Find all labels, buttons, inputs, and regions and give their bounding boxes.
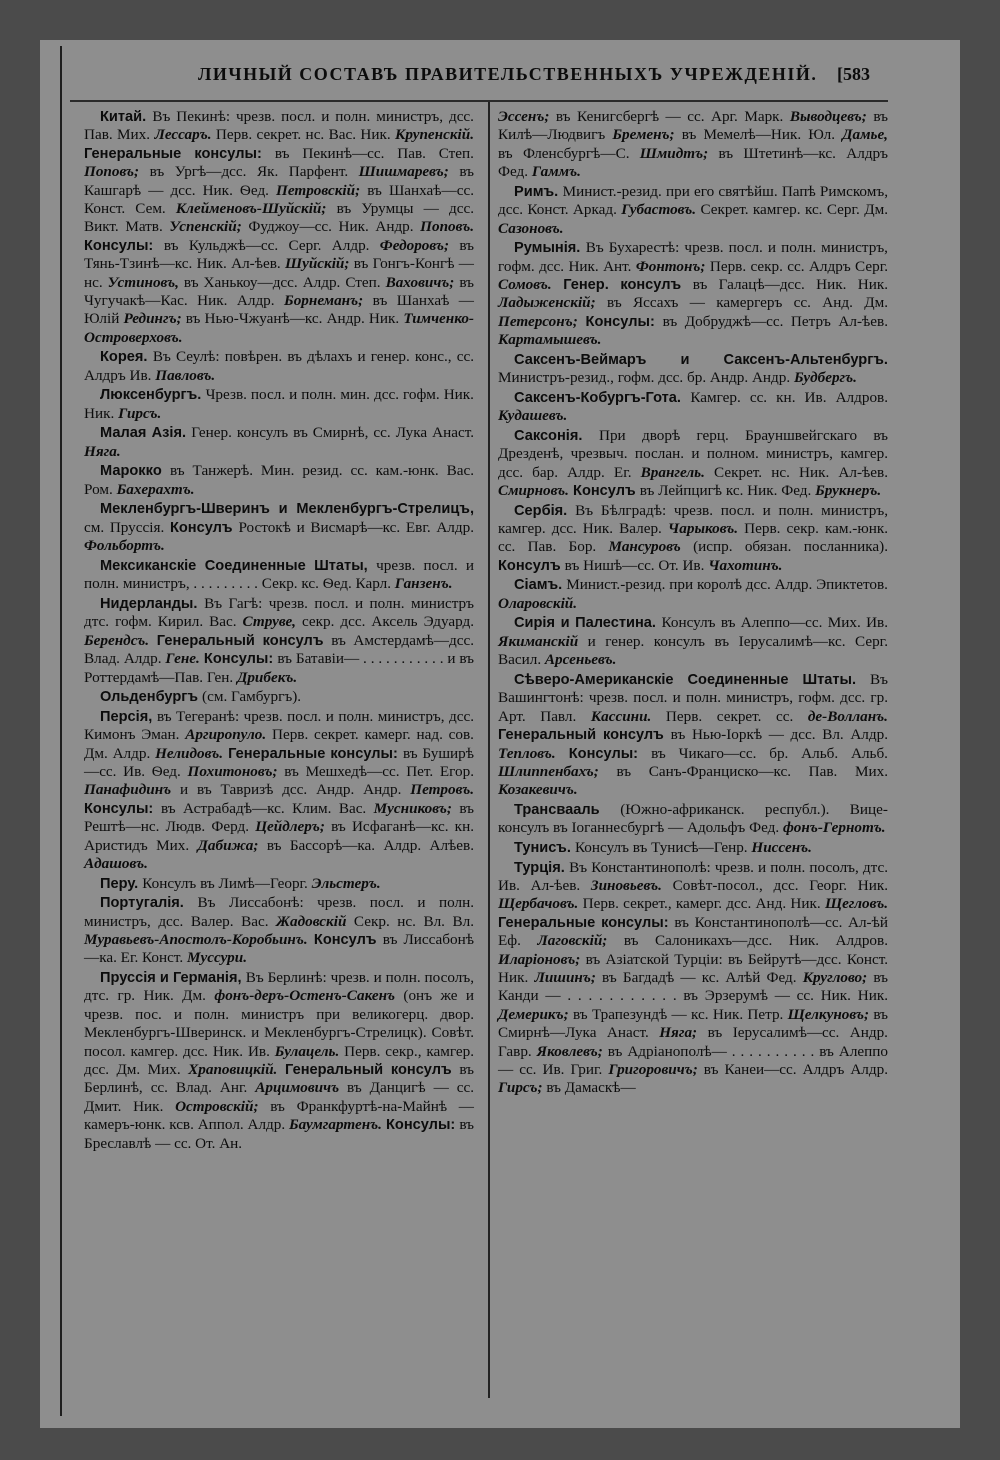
entry-text: въ Канди — . . . . . . . . . . . въ Эрзерумѣ — сс. Ник. Ник. [498,968,889,1005]
entry-heading: Саксенъ-Кобургъ-Гота. [514,389,691,406]
entry-text: въ Адріанополѣ— . . . . . . . . . . въ Алеппо — сс. Ив. Григ. [498,1042,888,1078]
person-name: Бахерахтъ. [116,480,195,498]
person-name: Сомовъ. [498,276,552,294]
entry-heading: Консулъ [498,557,565,574]
entry-text: (Южно-африканск. республ.). Вице-консулъ въ Іоганнесбургѣ — Адольфъ Фед. [498,800,888,837]
entry-heading: Консулъ [169,519,239,536]
person-name: Якиманскій [498,632,579,650]
entry-text: въ Санъ-Франциско—кс. Пав. Мих. [598,762,888,780]
person-name: Оларовскій. [498,594,578,612]
entry-text: Секрет. камгер. кс. Серг. Дм. [696,201,888,219]
entry-text: въ Кульджѣ—сс. Серг. Алдр. [163,236,380,254]
person-name: Гирсъ. [118,404,162,422]
person-name: Аргиропуло. [185,726,267,744]
entry-text: см. Пруссія. [84,518,170,536]
person-name: Няга; [659,1024,698,1042]
entry-text: въ Чикаго—сс. бр. Альб. Альб. [651,744,888,762]
person-name: Щелкуновъ; [787,1005,870,1023]
running-title: ЛИЧНЫЙ СОСТАВЪ ПРАВИТЕЛЬСТВЕННЫХЪ УЧРЕЖДЕНІЙ. [198,64,818,84]
entry-heading: Саксенъ-Веймаръ и Саксенъ-Альтенбургъ. [514,351,888,368]
person-name: де-Волланъ. [807,707,888,725]
entry-heading: Саксонія. [514,427,599,444]
person-name: Поповъ. [420,218,475,236]
entry-heading: Персія, [100,708,157,725]
directory-entry [498,239,888,349]
entry-text: въ Бреславлѣ — сс. От. Ан. [84,1116,474,1152]
person-name: Чарыковъ. [667,520,739,538]
entry-text: въ Мешхедѣ—сс. Пет. Егор. [277,762,474,780]
entry-text: Секрет. нс. Ник. Ал-ѣев. [704,463,888,481]
person-name: фонъ-деръ-Остенъ-Сакенъ [214,987,396,1005]
entry-text: Консулъ въ Алеппо—сс. Мих. Ив. [661,614,888,632]
directory-entry [84,894,474,968]
person-name: Тимченко-Островерховъ. [84,310,474,346]
person-name: Гирсъ; [498,1079,543,1097]
entry-text: въ Урумцы — дсс. Викт. Матв. [84,200,474,236]
entry-text: въ Исфаганѣ—кс. кн. Аристидъ Мих. [84,818,474,854]
person-name: фонъ-Гернотъ. [782,819,886,837]
entry-heading: Сирія и Палестина. [514,615,662,632]
entry-text: въ Багдадѣ — кс. Алѣй Фед. [595,968,803,986]
person-name: Дамье, [842,126,888,144]
entry-heading: Тунисъ. [514,839,575,856]
entry-text: Въ Берлинѣ: чрезв. и полн. посолъ, дтс. гр. Ник. Дм. [84,968,474,1005]
entry-text: въ Шанхаѣ — Юлій [84,292,474,328]
directory-entry [84,462,474,499]
entry-heading: Турція. [514,859,570,876]
person-name: Петерсонъ; [498,312,578,330]
person-name: Мусниковъ; [373,799,452,817]
person-name: Эльстеръ. [311,874,381,892]
entry-heading: Консулы: [555,745,652,762]
entry-text: Камгер. сс. кн. Ив. Алдров. [690,388,889,406]
directory-entry [498,502,888,576]
entry-text: Въ Бухарестѣ: чрезв. посл. и полн. министръ, гофм. дсс. Ник. Ант. [498,239,888,275]
directory-entry [84,500,474,555]
entry-heading: Сіамъ. [514,577,567,594]
entry-text: въ Рештѣ—нс. Людв. Ферд. [84,799,474,836]
person-name: Панафидинъ [84,781,172,799]
person-name: Демерикъ; [498,1005,569,1023]
header-rule [70,100,888,102]
entry-text: (онъ же и чрезв. пос. и полн. министръ при великогерц. двор. Мекленбургъ-Шверинск. и Мекленбургъ-Стрелицк). Совѣт. посол. камгер. дсс. Ник. Ив. [84,987,474,1060]
entry-heading: Консулъ [568,483,640,500]
person-name: Гене. [165,650,200,668]
entry-text: въ Данцигѣ — сс. Дмит. Ник. [84,1079,474,1115]
directory-entry [498,671,888,800]
person-name: Поповъ; [84,163,140,181]
entry-text: Генер. консулъ въ Смирнѣ, сс. Лука Анаст. [191,424,474,442]
person-name: Павловъ. [155,366,216,384]
person-name: Лишинъ; [534,968,596,986]
entry-text: Перв. секр., камгер. дсс. Дм. Мих. [84,1042,475,1078]
column-divider [488,102,490,1398]
person-name: Будбергъ. [793,369,857,387]
directory-entry [498,859,888,1098]
entry-text: При дворѣ герц. Брауншвейгскаго въ Дрезденѣ, чрезвыч. послан. и полном. министръ, камгер. дсс. бар. Алдр. Ег. [498,426,888,481]
person-name: Зиновьевъ. [590,876,662,894]
entry-heading: Ольденбургъ [100,689,203,706]
person-name: Чахотинъ. [708,556,783,574]
person-name: Бременъ; [612,126,675,144]
person-name: Арцимовичъ [255,1079,340,1097]
entry-text: Въ Гагѣ: чрезв. посл. и полн. министръ дтс. гофм. Кирил. Вас. [84,594,474,631]
person-name: Гаммъ. [531,163,581,181]
entry-text: въ Азіатской Турціи: въ Бейрутѣ—дсс. Конст. Ник. [498,950,888,986]
person-name: Брукнеръ. [815,482,882,500]
person-name: Струве, [242,613,296,631]
person-name: Ниссенъ. [751,838,812,856]
person-name: Адашовъ. [84,854,148,872]
entry-text: въ Буширѣ—сс. Ив. Ѳед. [84,744,474,780]
entry-text: въ Нью-Чжуанѣ—кс. Андр. Ник. [181,310,404,328]
directory-entry [84,386,474,423]
entry-text: въ Астрабадѣ—кс. Клим. Вас. [160,799,374,817]
entry-text: въ Нишѣ—сс. От. Ив. [564,556,709,574]
person-name: Нелидовъ. [155,744,223,762]
entry-heading: Генеральные консулы: [223,745,403,762]
directory-entry [84,595,474,687]
entry-heading: Генеральный консулъ [498,727,671,744]
person-name: Лессаръ. [154,126,212,144]
person-name: Иларіоновъ; [498,950,581,968]
directory-entry [84,108,474,347]
entry-text: Въ Вашингтонѣ: чрезв. посл. и полн. министръ, гофм. дсс. гр. Арт. Павл. [498,670,888,725]
entry-heading: Генеральные консулы: [498,914,675,931]
left-column [84,108,474,1154]
person-name: Ладыженскій; [498,294,596,312]
entry-text: въ Ургѣ—дсс. Як. Парфент. [139,163,359,181]
entry-text: Въ Сеулѣ: повѣрен. въ дѣлахъ и генер. конс., сс. Алдръ Ив. [84,348,475,384]
entry-heading: Мексиканскіе Соединенные Штаты, [100,557,377,574]
person-name: Мансуровъ [608,538,681,556]
entry-continuation [498,108,888,182]
entry-heading: Генеральный консулъ [277,1061,460,1078]
right-column [498,108,888,1099]
person-name: Булацель. [274,1042,340,1060]
directory-entry [498,576,888,613]
entry-text: Консулъ въ Лимѣ—Георг. [142,874,312,892]
entry-text: въ Гонгъ-Конгѣ — нс. [84,255,474,291]
entry-heading: Румынія. [514,240,586,257]
person-name: Ваховичъ; [385,273,455,291]
entry-text: (см. Гамбургъ). [202,688,302,706]
entry-text: въ Пекинѣ—сс. Пав. Степ. [274,144,474,162]
entry-text: въ Батавіи— . . . . . . . . . . . и въ Роттердамѣ—Пав. Ген. [84,650,474,686]
entry-text: въ Лиссабонѣ—ка. Ег. Конст. [84,930,474,967]
directory-entry [498,351,888,388]
person-name: Храповицкій. [188,1060,278,1078]
person-name: Кудашевъ. [498,407,568,425]
entry-heading: Консулы: [577,313,663,330]
directory-entry [84,688,474,706]
entry-text: Перв. секрет., камерг. дсс. Анд. Ник. [578,895,825,913]
entry-heading: Консулы: [84,800,161,817]
person-name: Шишмаревъ; [358,163,449,181]
entry-heading: Сѣверо-Американскіе Соединенные Штаты. [514,671,871,688]
directory-entry [498,801,888,838]
entry-text: въ Тянь-Тзинѣ—кс. Ник. Ал-ѣев. [84,236,475,273]
directory-entry [498,614,888,669]
entry-heading: Малая Азія. [100,425,192,442]
person-name: Эссенъ; [498,108,550,125]
entry-text: въ Шанхаѣ—сс. Конст. Сем. [84,181,474,218]
person-name: Лаговскій; [537,932,608,950]
person-name: Няга. [84,442,121,460]
person-name: Успенскій; [169,218,242,236]
directory-entry [84,875,474,893]
entry-text: въ Салоникахъ—дсс. Ник. Алдров. [607,932,888,950]
entry-heading: Нидерланды. [100,595,205,612]
entry-text: въ Іерусалимѣ—сс. Андр. Гавр. [498,1024,888,1060]
person-name: Врангель. [640,463,705,481]
entry-text: въ Канеи—сс. Алдръ Алдр. [697,1060,889,1078]
entry-text: и генер. консулъ въ Іерусалимѣ—кс. Серг. Васил. [498,632,888,669]
entry-text: въ Галацѣ—дсс. Ник. Ник. [692,276,888,294]
entry-text: въ Мемелѣ—Ник. Юл. [674,126,843,144]
entry-text: въ Константинополѣ—сс. Ал-ѣй Еф. [498,913,888,950]
entry-text: Въ Лиссабонѣ: чрезв. посл. и полн. министръ, дсс. Валер. Вас. [84,894,474,930]
entry-text: въ Кенигсбергѣ — сс. Арг. Марк. [549,108,790,125]
entry-text: въ Танжерѣ. Мин. резид. сс. кам.-юнк. Вас. Ром. [84,462,474,498]
entry-text: Ростокѣ и Висмарѣ—кс. Евг. Алдр. [238,518,474,536]
person-name: Похитоновъ; [187,762,278,780]
entry-text: Перв. секрет. сс. [651,707,808,725]
entry-text: Въ Бѣлградѣ: чрезв. посл. и полн. министръ, камгер. дсс. Ник. Валер. [498,501,888,538]
entry-text: Консулъ въ Тунисѣ—Генр. [574,838,752,856]
directory-entry [498,427,888,501]
person-name: Клейменовъ-Шуйскій; [175,200,327,218]
person-name: Губастовъ. [621,201,697,219]
entry-text: Фуджоу—сс. Ник. Андр. [241,218,421,236]
entry-heading: Корея. [100,349,153,366]
directory-entry [498,839,888,857]
person-name: Шлиппенбахъ; [498,762,599,780]
entry-text: въ Ханькоу—дсс. Алдр. Степ. [178,273,386,291]
person-name: Баумгартенъ. [288,1116,382,1134]
entry-heading: Мекленбургъ-Шверинъ и Мекленбургъ-Стрелицъ, [100,501,474,518]
entry-text: въ Яссахъ — камергеръ сс. Анд. Дм. [595,294,888,312]
person-name: Выводцевъ; [789,108,867,125]
person-name: Козакевичъ. [498,781,578,799]
entry-text: Минист.-резид. при его святѣйш. Папѣ Римскомъ, дсс. Конст. Аркад. [498,182,888,219]
entry-text: Совѣт-посол., дсс. Георг. Ник. [661,876,889,894]
entry-heading: Трансвааль [514,801,621,818]
directory-entry [84,557,474,594]
entry-heading: Генеральные консулы: [84,145,275,162]
entry-heading: Пруссія и Германія, [100,969,246,986]
entry-heading: Китай. [100,109,153,125]
person-name: Фонтонъ; [635,257,706,275]
entry-heading: Сербія. [514,502,576,519]
entry-text: Министръ-резид., гофм. дсс. бр. Андр. Андр. [498,369,794,387]
directory-entry [498,389,888,426]
entry-heading: Генеральный консулъ [149,632,332,649]
person-name: Ганзенъ. [394,575,453,593]
person-name: Муравьевъ-Апостолъ-Коробьинъ. [84,930,308,948]
entry-text: Перв. секр. сс. Алдръ Серг. [705,257,889,275]
person-name: Тепловъ. [498,744,556,762]
page-number: [583 [837,64,870,84]
directory-entry [84,969,474,1153]
person-name: Дрибекъ. [236,668,298,686]
person-name: Щегловъ. [824,895,888,913]
person-name: Федоровъ; [379,236,450,254]
person-name: Кассини. [590,707,652,725]
entry-heading: Генер. консулъ [551,277,693,294]
entry-text: въ Добруджѣ—сс. Петръ Ал-ѣев. [662,312,888,330]
entry-text: Секр. нс. Вл. Вл. [346,912,474,930]
person-name: Шмидтъ; [639,144,709,162]
entry-text: въ Лейпцигѣ кс. Ник. Фед. [639,482,816,500]
entry-heading: Консулы: [199,651,278,668]
entry-text: Въ Константинополѣ: чрезв. и полн. посолъ, дтс. Ив. Ал-ѣев. [498,858,888,894]
entry-text: въ Трапезундѣ — кс. Ник. Петр. [568,1005,788,1023]
directory-entry [84,348,474,385]
entry-text: секр. дсс. Аксель Эдуард. [295,613,474,631]
person-name: Круглово; [802,968,868,986]
person-name: Муссури. [186,949,247,967]
person-name: Цейдлеръ; [255,818,325,836]
entry-text: Перв. секрет. нс. Вас. Ник. [211,126,396,144]
entry-heading: Консулъ [307,931,383,948]
directory-entry [84,424,474,461]
entry-heading: Римъ. [514,183,563,200]
person-name: Борнеманъ; [284,292,364,310]
entry-text: въ Чугучакѣ—Кас. Ник. Алдр. [84,273,474,310]
person-name: Картамышевъ. [498,331,602,349]
person-name: Устиновъ, [107,273,179,291]
entry-text: въ Амстердамѣ—дсс. Влад. Алдр. [84,631,474,668]
entry-text: Перв. секр. кам.-юнк. сс. Пав. Бор. [498,520,888,556]
entry-text: въ Фленсбургѣ—С. [498,144,640,162]
person-name: Петровъ. [410,781,474,799]
entry-text: Въ Пекинѣ: чрезв. посл. и полн. министръ, дсс. Пав. Мих. [84,108,474,144]
person-name: Сазоновъ. [498,219,564,237]
entry-text: (испр. обязан. посланника). [680,538,888,556]
entry-text: въ Франкфуртѣ-на-Майнѣ — камеръ-юнк. ксв. Аппол. Алдр. [84,1097,474,1134]
person-name: Островскій; [175,1097,259,1115]
entry-heading: Перу. [100,875,143,892]
entry-text: въ Кашгарѣ — дсс. Ник. Ѳед. [84,163,474,199]
entry-text: и въ Тавризѣ дсс. Андр. Андр. [171,781,411,799]
entry-text: въ Берлинѣ, сс. Влад. Анг. [84,1060,475,1097]
person-name: Шуйскій; [284,255,350,273]
person-name: Григоровичъ; [608,1060,698,1078]
entry-text: въ Бассорѣ—ка. Алдр. Алѣев. [258,836,474,854]
entry-heading: Португалія. [100,895,198,912]
person-name: Фольбортъ. [84,537,165,555]
entry-text: въ Смирнѣ—Лука Анаст. [498,1005,888,1042]
person-name: Арсеньевъ. [544,651,617,669]
entry-heading: Консулы: [381,1117,460,1134]
person-name: Редингъ; [123,310,182,328]
person-name: Яковлевъ; [536,1042,603,1060]
entry-text: Перв. секрет. камерг. над. сов. Дм. Алдр. [84,726,474,762]
entry-text: Чрезв. посл. и полн. мин. дсс. гофм. Ник. Ник. [84,386,474,422]
entry-text: въ Тегеранѣ: чрезв. посл. и полн. министръ, дсс. Кимонъ Эман. [84,707,474,744]
directory-entry [498,183,888,238]
directory-entry [84,708,474,874]
entry-text: въ Штетинѣ—кс. Алдръ Фед. [498,144,888,181]
person-name: Дабижа; [197,836,259,854]
entry-heading: Консулы: [84,237,164,254]
person-name: Петровскій; [276,181,361,199]
person-name: Смирновъ. [498,482,569,500]
person-name: Щербачовъ. [498,895,579,913]
person-name: Жадовскій [276,912,347,930]
entry-text: въ Дамаскѣ— [542,1079,636,1097]
person-name: Берендсъ. [84,631,150,649]
person-name: Крупенскій. [395,126,474,144]
entry-heading: Люксенбургъ. [100,387,206,404]
entry-text: въ Килѣ—Людвигъ [498,108,888,144]
entry-text: въ Нью-Іоркѣ — дсс. Вл. Алдр. [670,726,888,744]
entry-text: чрезв. посл. и полн. министръ, . . . . . . . . . Секр. кс. Ѳед. Карл. [84,556,474,593]
entry-text: Минист.-резид. при королѣ дсс. Алдр. Эпиктетов. [566,576,888,594]
running-head [128,64,888,94]
entry-heading: Мароккo [100,463,170,480]
